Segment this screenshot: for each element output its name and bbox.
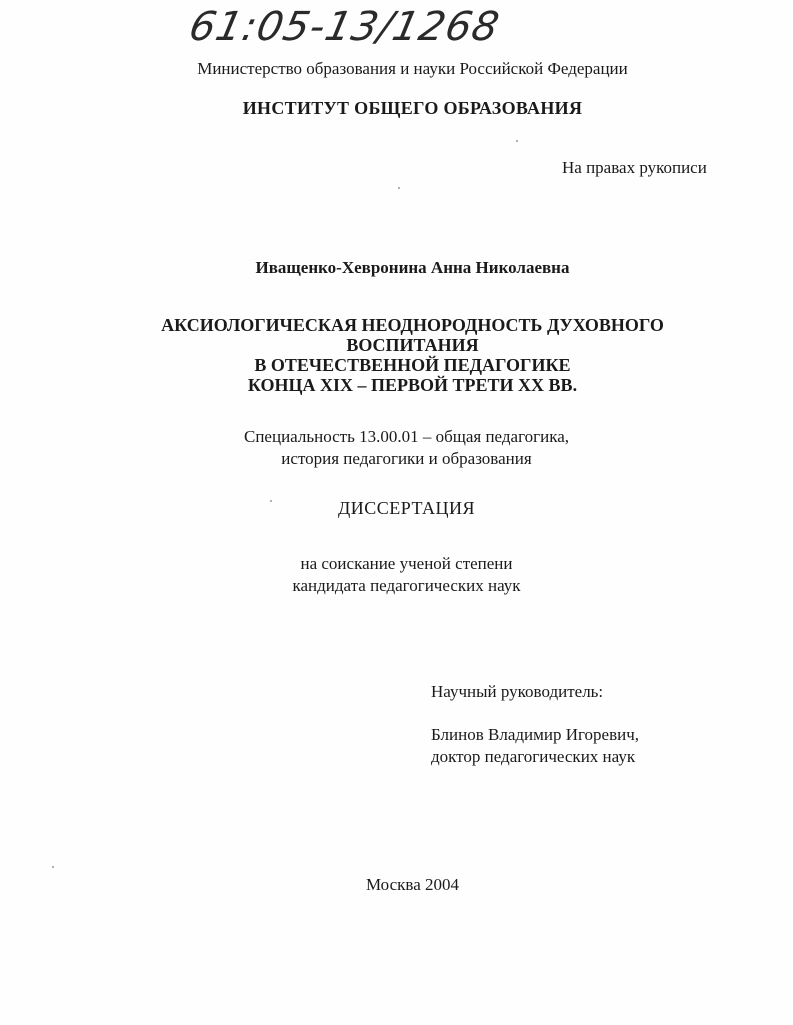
- specialty-line: история педагогики и образования: [281, 449, 532, 468]
- scan-speck: [398, 187, 400, 189]
- city-year: Москва 2004: [365, 875, 460, 894]
- supervisor-label: Научный руководитель:: [431, 682, 604, 701]
- degree-line: на соискание ученой степени: [300, 554, 513, 573]
- manuscript-rights-note: На правах рукописи: [562, 158, 707, 177]
- scan-speck: [270, 500, 272, 502]
- supervisor-title: доктор педагогических наук: [431, 747, 636, 766]
- handwritten-archive-number: 61:05-13/1268: [185, 4, 504, 50]
- title-line: ВОСПИТАНИЯ: [346, 335, 479, 355]
- degree-block: [0, 553, 793, 597]
- supervisor-block: [431, 724, 639, 768]
- specialty-block: [0, 426, 793, 470]
- ministry-line: Министерство образования и науки Российской Федерации: [197, 59, 628, 78]
- scan-speck: [516, 140, 518, 142]
- dissertation-title: [0, 315, 793, 395]
- author-name: Иващенко-Хевронина Анна Николаевна: [255, 258, 570, 277]
- title-line: В ОТЕЧЕСТВЕННОЙ ПЕДАГОГИКЕ: [254, 355, 571, 375]
- title-line: АКСИОЛОГИЧЕСКАЯ НЕОДНОРОДНОСТЬ ДУХОВНОГО: [161, 315, 664, 335]
- institute-name: ИНСТИТУТ ОБЩЕГО ОБРАЗОВАНИЯ: [242, 98, 583, 118]
- scan-speck: [52, 866, 54, 868]
- specialty-line: Специальность 13.00.01 – общая педагогика,: [244, 427, 569, 446]
- supervisor-name: Блинов Владимир Игоревич,: [431, 725, 640, 744]
- degree-line: кандидата педагогических наук: [292, 576, 521, 595]
- document-type: ДИССЕРТАЦИЯ: [337, 498, 476, 518]
- title-line: КОНЦА XIX – ПЕРВОЙ ТРЕТИ XX ВВ.: [247, 375, 578, 395]
